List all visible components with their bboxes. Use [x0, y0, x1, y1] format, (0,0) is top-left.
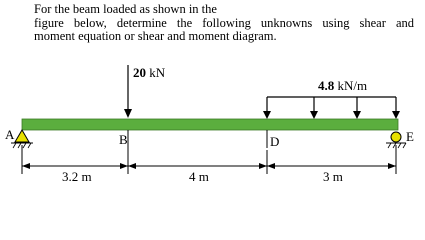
distributed-load-label: 4.8 kN/m	[318, 78, 368, 93]
problem-line-3: moment equation or shear and moment diagram.	[34, 29, 277, 43]
point-load-label: 20 kN	[133, 65, 166, 80]
point-load-arrow	[124, 65, 132, 118]
dimension-bd: 4 m	[189, 169, 209, 184]
point-d-label: D	[270, 134, 280, 149]
dimension-ab: 3.2 m	[62, 169, 92, 184]
point-b-label: B	[119, 132, 128, 147]
beam	[22, 119, 398, 130]
problem-line-2: figure below, determine the following unknowns using shear and	[34, 15, 414, 30]
point-e-label: E	[406, 129, 414, 144]
distributed-load	[263, 97, 400, 119]
point-a-label: A	[5, 127, 15, 142]
dimension-de: 3 m	[323, 169, 343, 184]
dimension-line	[22, 130, 396, 174]
problem-line-1: For the beam loaded as shown in the	[34, 2, 217, 16]
